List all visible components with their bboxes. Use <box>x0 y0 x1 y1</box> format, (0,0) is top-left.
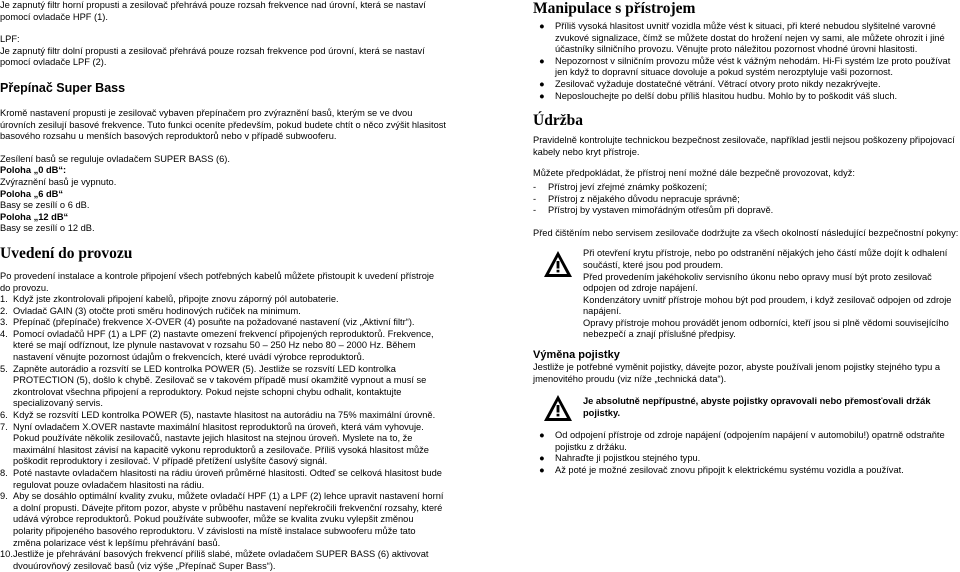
fuse-steps-list <box>533 430 960 476</box>
unsafe-condition-text: Přístroj by vystaven mimořádným otřesům při dopravě. <box>548 205 774 216</box>
cleaning-paragraph: Před čištěním nebo servisem zesilovače dodržujte za všech okolností následující bezpečnostní pokyny: <box>533 227 959 238</box>
step-item <box>0 422 446 468</box>
dash-marker: - <box>533 205 537 216</box>
handling-heading: Manipulace s přístrojem <box>533 0 696 17</box>
fuse-step-item <box>533 430 960 453</box>
position-0db-text: Zvýraznění basů je vypnuto. <box>0 176 117 187</box>
warning-block-fuse <box>533 392 960 422</box>
maintenance-heading: Údržba <box>533 112 583 130</box>
position-6db-text: Basy se zesílí o 6 dB. <box>0 200 90 211</box>
step-number: 4. <box>0 328 8 339</box>
step-number: 9. <box>0 491 8 502</box>
step-text: Když se rozsvítí LED kontrolka POWER (5), nastavte hlasitost na autorádiu na 75% maximální úrovně. <box>13 410 436 421</box>
step-text: Poté nastavte ovladačem hlasitosti na rádiu úroveň průměrné hlasitosti. Odteď se celková hlasitost bude regulovat pouze ovladačem hlasitosti na rádiu. <box>13 468 442 490</box>
handling-item-text: Zesilovač vyžaduje dostatečné větrání. Větrací otvory proto nikdy nezakrývejte. <box>555 78 881 89</box>
step-text: Jestliže je přehrávání basových frekvencí příliš slabé, můžete ovladačem SUPER BASS (6) aktivovat dvouúrovňový zesilovač basů (viz výše „Přepínač Super Bass“). <box>13 549 429 571</box>
position-12db <box>0 212 446 224</box>
hpf-description: Je zapnutý filtr horní propusti a zesilovač přehrává pouze rozsah frekvence nad úrovní, která se nastaví pomocí ovladače HPF (1). <box>0 0 426 22</box>
dash-marker: - <box>533 193 537 204</box>
unsafe-conditions-intro: Můžete předpokládat, že přístroj není možné dále bezpečně provozovat, když: <box>533 168 855 179</box>
handling-item-text: Nepozornost v silničním provozu může vést k vážným nehodám. Hi-Fi systém lze proto používat jen když to dopravní situace dovoluje a pokud systém nerozptyluje vaši pozornost. <box>555 55 951 78</box>
operation-heading: Uvedení do provozu <box>0 244 133 262</box>
warning-service-text <box>583 248 960 341</box>
operation-steps <box>0 294 446 572</box>
warning-fuse-text: Je absolutně nepřípustné, abyste pojistky opravovali nebo přemosťovali držák pojistky. <box>583 396 931 418</box>
fuse-paragraph: Jestliže je potřebné vyměnit pojistky, dávejte pozor, abyste používali jenom pojistky stejného typu a jmenovitého proudu (viz níže „technická data“). <box>533 362 941 384</box>
bullet-icon: ● <box>539 453 545 464</box>
unsafe-condition-item <box>533 182 960 194</box>
warning-service-line: Kondenzátory uvnitř přístroje mohou být pod proudem, i když zesilovač odpojen od zdroje napájení. <box>583 294 952 317</box>
lpf-label: LPF: <box>0 34 20 45</box>
step-item <box>0 468 446 491</box>
position-0db-label: Poloha „0 dB“: <box>0 165 67 176</box>
fuse-step-item-text: Od odpojení přístroje od zdroje napájení (odpojením napájení v automobilu!) opatrně odstraňte pojistku z držáku. <box>555 430 945 452</box>
unsafe-conditions-list <box>533 182 960 217</box>
step-number: 8. <box>0 468 8 478</box>
bullet-icon: ● <box>539 78 545 89</box>
bullet-icon: ● <box>539 465 545 476</box>
maintenance-paragraph: Pravidelně kontrolujte technickou bezpečnost zesilovače, například jestli nejsou poškozeny připojovací kabely nebo kryt přístroje. <box>533 135 955 157</box>
step-item <box>0 317 446 329</box>
unsafe-condition-item <box>533 194 960 206</box>
position-12db-text: Basy se zesílí o 12 dB. <box>0 223 95 234</box>
super-bass-paragraph: Kromě nastavení propusti je zesilovač vybaven přepínačem pro zvýraznění basů, kterým se ve dvou úrovních zesilují basové frekvence. Tuto funkci oceníte především, pokud budete chtít o něco zvýšit hlasitost basového rozsahu u menších basových reproduktorů nebo v případě subwooferu. <box>0 107 446 142</box>
warning-block-service <box>533 248 960 341</box>
lpf-description: Je zapnutý filtr dolní propusti a zesilovač přehrává pouze rozsah frekvence pod úrovní, která se nastaví pomocí ovladače LPF (2). <box>0 45 425 68</box>
handling-item <box>533 56 960 79</box>
step-text: Aby se dosáhlo optimální kvality zvuku, můžete ovladačí HPF (1) a LPF (2) lehce upravit nastavení horní a dolní propusti. Dávejte přitom pozor, abyste v průběhu nastavení nepřekročili frekvenční rozsahy, které udává výrobce reproduktorů. Pokud používáte subwoofer, může se kvalita zvuku vylepšit změnou polarity připojeného basového reproduktoru. V závislosti na místě instalace subwooferu může tato změna polarizace vést k lepšímu přehrávání basů. <box>13 491 444 548</box>
step-text: Ovladač GAIN (3) otočte proti směru hodinových ručiček na minimum. <box>13 305 301 316</box>
step-text: Zapněte autorádio a rozsvítí se LED kontrolka POWER (5). Jestliže se rozsvítí LED kontrolka PROTECTION (5), došlo k chybě. Zesilovač se v takovém případě musí okamžitě vypnout a musí se zkontrolovat všechna připojení a reproduktory. Pokud nejste schopni chybu odhalit, kontaktujte specializovaný servis. <box>13 363 427 409</box>
step-number: 5. <box>0 363 8 374</box>
step-item <box>0 491 446 549</box>
fuse-step-item <box>533 453 960 465</box>
warning-triangle-icon <box>543 250 573 278</box>
position-6db-label: Poloha „6 dB“ <box>0 188 64 199</box>
step-item <box>0 294 446 306</box>
step-number: 7. <box>0 421 8 432</box>
super-bass-heading: Přepínač Super Bass <box>0 80 126 95</box>
fuse-heading: Výměna pojistky <box>533 349 620 362</box>
step-number: 6. <box>0 410 8 421</box>
step-number: 10. <box>0 549 13 560</box>
step-number: 2. <box>0 305 8 316</box>
unsafe-condition-text: Přístroj jeví zřejmé známky poškození; <box>548 181 708 192</box>
position-6db <box>0 189 446 201</box>
warning-triangle-icon <box>543 394 573 422</box>
step-text: Když jste zkontrolovali připojení kabelů, připojte znovu záporný pól autobaterie. <box>13 294 339 305</box>
bullet-icon: ● <box>539 21 545 31</box>
bullet-icon: ● <box>539 430 545 441</box>
left-column <box>0 0 446 572</box>
super-bass-control: Zesílení basů se reguluje ovladačem SUPER BASS (6). <box>0 153 230 164</box>
step-item <box>0 410 446 422</box>
fuse-step-item <box>533 465 960 477</box>
position-0db <box>0 165 446 177</box>
step-text: Nyní ovladačem X.OVER nastavte maximální hlasitost reproduktorů na úroveň, která vám vyhovuje. Pokud používáte několik zesilovačů, nastavte jejich hlasitost na stejnou úroveň. Myslete na to, že maximální hlasitost závisí na kapacitě vykonu reproduktorů a zesilovače. Příliš vysoká hlasitost může poškodit reproduktory i zesilovač. V případě přetížení uslyšíte časový signál. <box>13 421 429 467</box>
handling-list <box>533 21 960 102</box>
step-number: 1. <box>0 294 8 305</box>
handling-item <box>533 79 960 91</box>
step-text: Pomocí ovladačů HPF (1) a LPF (2) nastavte omezení frekvencí připojených reproduktorů. Frekvence, které se mají odříznout, lze plynule nastavovat v rozsahu 50 – 250 Hz nebo 80 – 2000 Hz. Během nastavení věnujte pozornost údajům o frekvencích, které uvádí výrobce reproduktorů. <box>13 328 434 363</box>
step-item <box>0 549 446 572</box>
step-item <box>0 306 446 318</box>
fuse-step-item-text: Až poté je možné zesilovač znovu připojit k elektrickému systému vozidla a používat. <box>555 465 904 476</box>
right-column <box>533 0 960 477</box>
handling-item <box>533 91 960 103</box>
position-12db-label: Poloha „12 dB“ <box>0 211 69 222</box>
dash-marker: - <box>533 181 537 192</box>
fuse-step-item-text: Nahraďte ji pojistkou stejného typu. <box>555 453 701 464</box>
warning-service-line: Při otevření krytu přístroje, nebo po odstranění nějakých jeho částí může dojít k odhalení součástí, které jsou pod proudem. <box>583 248 948 270</box>
operation-intro: Po provedení instalace a kontrole připojení všech potřebných kabelů můžete přistoupit k uvedení přístroje do provozu. <box>0 270 435 293</box>
handling-item-text: Neposlouchejte po delší dobu příliš hlasitou hudbu. Mohlo by to poškodit váš sluch. <box>555 90 898 101</box>
step-text: Přepínač (přepínače) frekvence X-OVER (4) posuňte na požadované nastavení (viz „Aktivní filtr“). <box>13 317 415 328</box>
handling-item-text: Příliš vysoká hlasitost uvnitř vozidla může vést k situaci, při které nebudou slyšitelné varovné zvukové signalizace, čímž se můžete dostat do hrožení nejen vy sami, ale můžete ohrozit i jiné účastníky silničního provozu. Věnujte proto náležitou pozornost vhodné úrovni hlasitosti. <box>555 21 945 55</box>
bullet-icon: ● <box>539 90 545 101</box>
bullet-icon: ● <box>539 55 545 66</box>
step-item <box>0 329 446 364</box>
handling-item <box>533 21 960 56</box>
step-number: 3. <box>0 317 8 328</box>
unsafe-condition-text: Přístroj z nějakého důvodu nepracuje správně; <box>548 193 740 204</box>
warning-service-line: Opravy přístroje mohou provádět jenom odborníci, kteří jsou si plně vědomi souvisejícího nebezpečí a znají příslušné předpisy. <box>583 317 949 340</box>
warning-service-line: Před provedením jakéhokoliv servisního úkonu nebo opravy musí být proto zesilovač odpojen od zdroje napájení. <box>583 271 932 294</box>
unsafe-condition-item <box>533 205 960 217</box>
step-item <box>0 364 446 410</box>
